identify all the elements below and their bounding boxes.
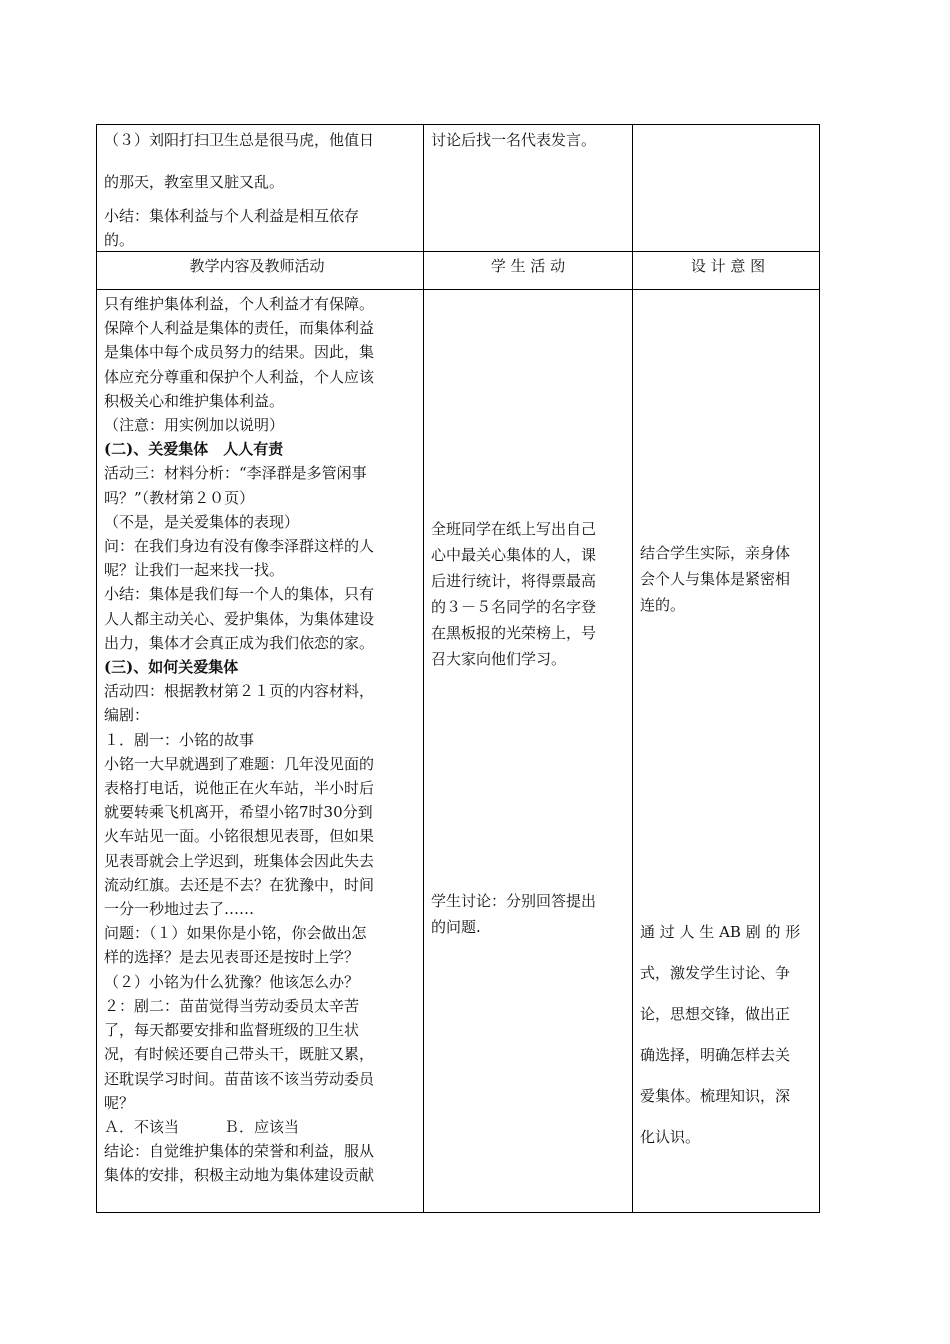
student-activity-block-2 bbox=[431, 888, 596, 940]
design-line: 通 过 人 生 AB 剧 的 形 bbox=[640, 923, 801, 941]
table-border-top bbox=[96, 124, 820, 125]
content-line: 流动红旗。去还是不去？在犹豫中，时间 bbox=[104, 875, 375, 894]
content-line: 人人都主动关心、爱护集体，为集体建设 bbox=[104, 609, 375, 628]
student-line: 学生讨论：分别回答提出 bbox=[431, 892, 597, 910]
content-line: 况，有时候还要自己带头干，既脏又累， bbox=[104, 1045, 375, 1064]
student-line: 在黑板报的光荣榜上，号 bbox=[431, 624, 597, 642]
table-border-bottom bbox=[96, 1212, 820, 1213]
student-activity-block-1 bbox=[431, 516, 596, 672]
content-line: 还耽误学习时间。苗苗该不该当劳动委员 bbox=[104, 1069, 375, 1088]
design-line: 化认识。 bbox=[640, 1128, 701, 1146]
design-line: 连的。 bbox=[640, 596, 686, 614]
top-summary-line: 小结：集体利益与个人利益是相互依存 bbox=[104, 207, 360, 225]
top-text-line: （３）刘阳打扫卫生总是很马虎，他值日 bbox=[104, 131, 375, 149]
content-line: 问：在我们身边有没有像李泽群这样的人 bbox=[104, 537, 375, 556]
header-col1 bbox=[97, 252, 423, 289]
student-line: 心中最关心集体的人，课 bbox=[431, 546, 597, 564]
student-line: 全班同学在纸上写出自己 bbox=[431, 520, 597, 538]
top-row-col1 bbox=[104, 126, 420, 250]
header-col2 bbox=[424, 252, 632, 289]
content-line: 火车站见一面。小铭很想见表哥，但如果 bbox=[104, 827, 375, 846]
content-line: 编剧： bbox=[104, 706, 150, 725]
main-design-intent bbox=[640, 292, 816, 1210]
design-line: 论，思想交锋，做出正 bbox=[640, 1005, 791, 1023]
header-col3 bbox=[633, 252, 819, 289]
content-line: （２）小铭为什么犹豫？他该怎么办？ bbox=[104, 972, 360, 991]
content-line: 出力，集体才会真正成为我们依恋的家。 bbox=[104, 633, 375, 652]
table-border-header-bottom bbox=[96, 289, 820, 290]
content-line: （注意：用实例加以说明） bbox=[104, 416, 285, 435]
top-student-line: 讨论后找一名代表发言。 bbox=[431, 131, 597, 149]
content-line: ２：剧二：苗苗觉得当劳动委员太辛苦 bbox=[104, 996, 360, 1015]
design-line: 结合学生实际，亲身体 bbox=[640, 544, 791, 562]
content-line: 见表哥就会上学迟到，班集体会因此失去 bbox=[104, 851, 375, 870]
design-line: 会个人与集体是紧密相 bbox=[640, 570, 791, 588]
content-line: 吗？”（教材第２０页） bbox=[104, 488, 255, 507]
design-line: 确选择，明确怎样去关 bbox=[640, 1046, 791, 1064]
top-text-line: 的那天，教室里又脏又乱。 bbox=[104, 173, 285, 191]
student-line: 后进行统计，将得票最高 bbox=[431, 572, 597, 590]
top-summary-line: 的。 bbox=[104, 231, 135, 249]
content-line: 结论：自觉维护集体的荣誉和利益，服从 bbox=[104, 1142, 375, 1161]
content-line: 是集体中每个成员努力的结果。因此，集 bbox=[104, 343, 375, 362]
header-design-intent: 设 计 意 图 bbox=[690, 257, 766, 275]
content-line: 就要转乘飞机离开，希望小铭7时30分到 bbox=[104, 803, 373, 822]
top-row-col2 bbox=[431, 126, 629, 250]
content-line: 积极关心和维护集体利益。 bbox=[104, 391, 285, 410]
design-intent-block-1 bbox=[640, 540, 790, 618]
content-line: Ａ．不该当 Ｂ．应该当 bbox=[104, 1117, 300, 1136]
content-line: 保障个人利益是集体的责任，而集体利益 bbox=[104, 319, 375, 338]
content-line: １．剧一：小铭的故事 bbox=[104, 730, 255, 749]
content-line: 只有维护集体利益，个人利益才有保障。 bbox=[104, 295, 375, 313]
student-line: 的３－５名同学的名字登 bbox=[431, 598, 597, 616]
student-line: 的问题. bbox=[431, 918, 481, 936]
design-line: 式，激发学生讨论、争 bbox=[640, 964, 791, 982]
content-line: 一分一秒地过去了…… bbox=[104, 900, 255, 919]
content-line: 活动三：材料分析：“李泽群是多管闲事 bbox=[104, 464, 367, 483]
design-line: 爱集体。梳理知识，深 bbox=[640, 1087, 791, 1105]
design-intent-block-2 bbox=[640, 912, 800, 1158]
content-line: 表格打电话，说他正在火车站，半小时后 bbox=[104, 779, 375, 798]
content-line: 小结：集体是我们每一个人的集体，只有 bbox=[104, 585, 375, 604]
main-teacher-content bbox=[104, 292, 420, 1210]
content-line: 问题：（１）如果你是小铭，你会做出怎 bbox=[104, 924, 367, 943]
section-heading: (三)、如何关爱集体 bbox=[104, 658, 239, 677]
content-line: 呢？让我们一起来找一找。 bbox=[104, 561, 285, 580]
content-line: 呢？ bbox=[104, 1093, 135, 1112]
student-line: 召大家向他们学习。 bbox=[431, 650, 567, 668]
content-line: 样的选择？是去见表哥还是按时上学？ bbox=[104, 948, 360, 967]
content-line: 集体的安排，积极主动地为集体建设贡献 bbox=[104, 1166, 375, 1185]
main-student-activity bbox=[431, 292, 629, 1210]
header-teacher-activity: 教学内容及教师活动 bbox=[189, 257, 325, 275]
content-line: 体应充分尊重和保护个人利益，个人应该 bbox=[104, 367, 375, 386]
content-line: 小铭一大早就遇到了难题：几年没见面的 bbox=[104, 754, 375, 773]
content-line: （不是，是关爱集体的表现） bbox=[104, 512, 300, 531]
table-border-right bbox=[819, 124, 820, 1213]
section-heading: (二)、关爱集体 人人有责 bbox=[104, 440, 284, 459]
header-student-activity: 学 生 活 动 bbox=[490, 257, 566, 275]
content-line: 活动四：根据教材第２１页的内容材料， bbox=[104, 682, 375, 701]
content-line: 了，每天都要安排和监督班级的卫生状 bbox=[104, 1021, 360, 1040]
